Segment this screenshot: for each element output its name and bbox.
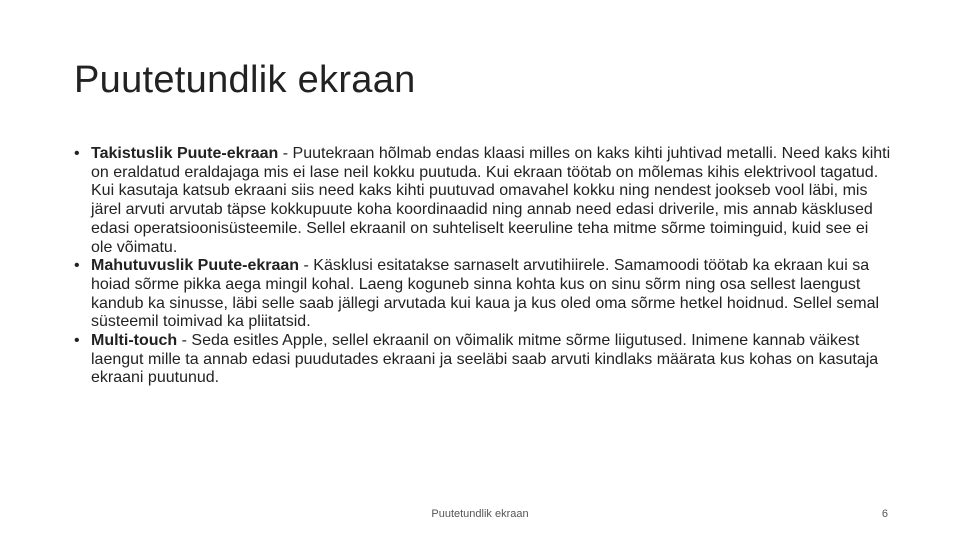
bullet-term: Multi-touch: [91, 332, 178, 350]
bullet-item-multitouch: [74, 332, 894, 388]
bullet-icon: •: [74, 257, 80, 275]
bullet-term: Mahutuvuslik Puute-ekraan: [91, 257, 300, 275]
bullet-icon: •: [74, 145, 80, 162]
slide-title: Puutetundlik ekraan: [74, 59, 416, 101]
bullet-item-resistive: [74, 145, 894, 257]
bullet-icon: •: [74, 332, 80, 350]
bullet-term: Takistuslik Puute-ekraan: [91, 145, 279, 162]
bullet-list: [74, 145, 894, 388]
page-number: 6: [881, 508, 888, 520]
bullet-text: - Puutekraan hõlmab endas klaasi milles on kaks kihti juhtivad metalli. Need kaks kihti on eraldatud eraldajaga mis ei lase neil kokku puutuda. Kui ekraan töötab on mõlemas kihis elektrivool tagatud. Kui kasutaja katsub ekraani siis need kaks kihti puutuvad omavahel kokku ning nendest jookseb vool läbi, mis järel arvuti arvutab täpse kokkupuute koha koordinaadid ning annab need edasi driverile, mis annab käsklused edasi operatsioonisüsteemile. Sellel ekraanil on suhteliselt keeruline teha mitme sõrme toiminguid, kuid see ei ole võimatu.: [91, 145, 891, 256]
bullet-text: - Seda esitles Apple, sellel ekraanil on võimalik mitme sõrme liigutused. Inimene kannab väikest laengut mille ta annab edasi puudutades ekraani ja seeläbi saab arvuti kindlaks määrata kus kohas on kasutaja ekraani puutunud.: [91, 332, 879, 387]
bullet-item-capacitive: [74, 257, 894, 332]
footer-text: Puutetundlik ekraan: [431, 508, 529, 520]
bullet-text: - Käsklusi esitatakse sarnaselt arvutihiirele. Samamoodi töötab ka ekraan kui sa hoiad sõrme pikka aega mingil kohal. Laeng koguneb sinna kohta kus on sinu sõrm ning osa sellest laengust kandub ka sinusse, läbi selle saab jällegi arvutada kui kaua ja kus oled oma sõrme hetkel hoidnud. Sellel semal süsteemil toimivad ka pliitatsid.: [91, 257, 880, 331]
